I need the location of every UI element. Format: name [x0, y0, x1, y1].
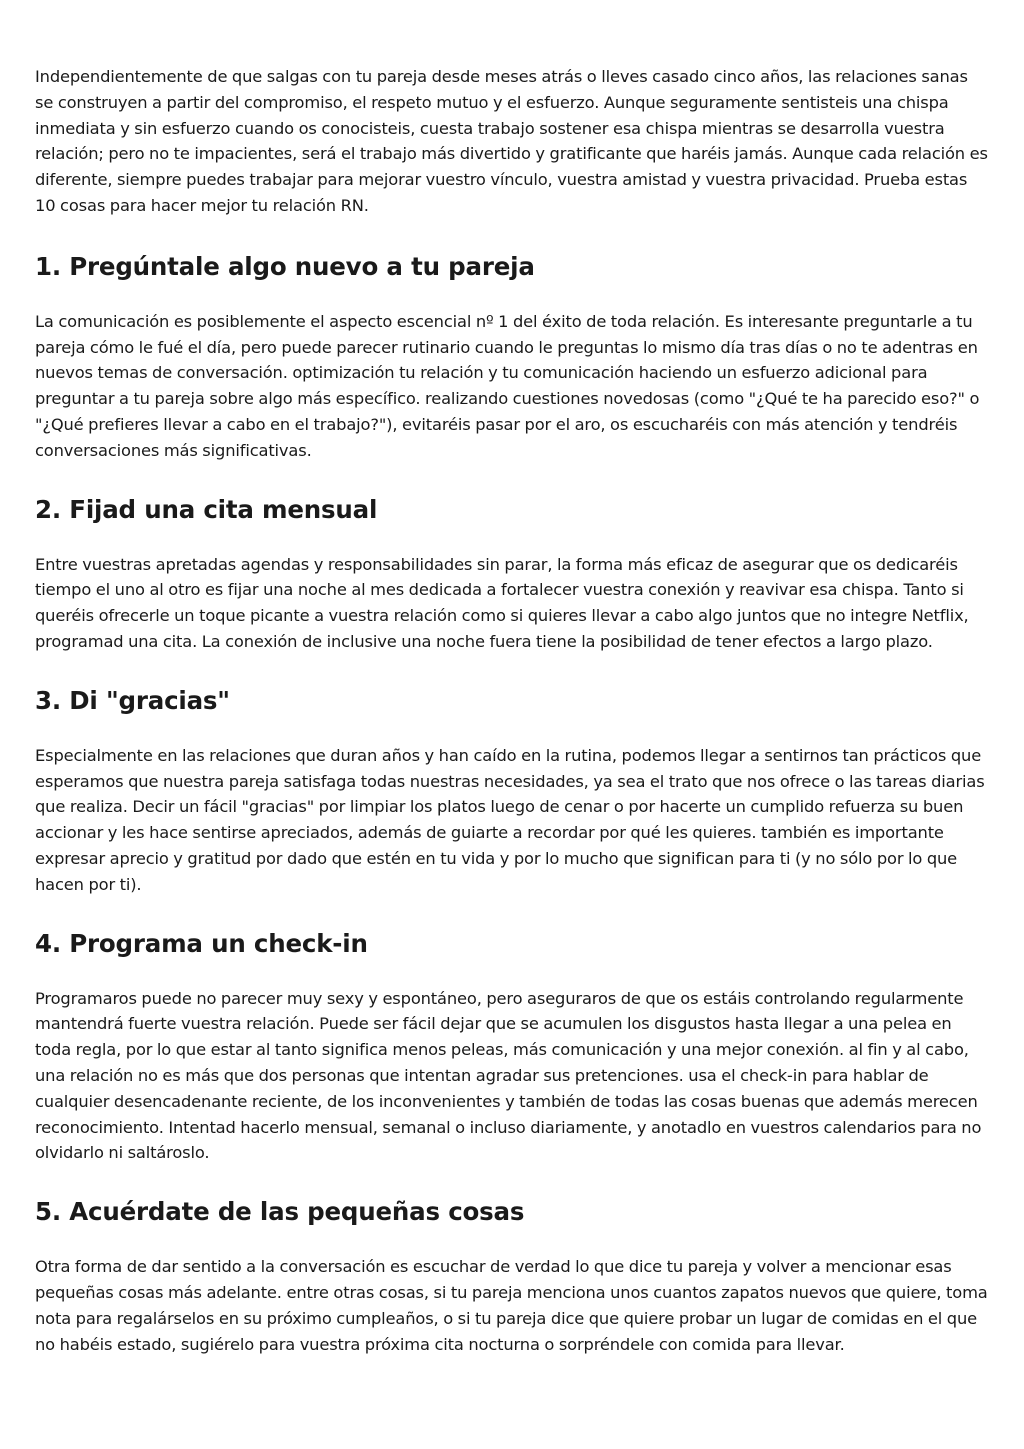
- section-heading: 1. Pregúntale algo nuevo a tu pareja: [35, 251, 535, 281]
- section-body: La comunicación es posiblemente el aspecto escencial nº 1 del éxito de toda relación. Es interesante preguntarle a tu pareja cómo le fué el día, pero puede parecer rutinario cuando le preguntas lo mismo día tras días o no te adentras en nuevos temas de conversación. optimización tu relación y tu comunicación haciendo un esfuerzo adicional para preguntar a tu pareja sobre algo más específico. realizando cuestiones novedosas (como "¿Qué te ha parecido eso?" o "¿Qué prefieres llevar a cabo en el trabajo?"), evitaréis pasar por el aro, os escucharéis con más atención y tendréis conversaciones más significativas.: [35, 311, 980, 460]
- section-heading: 5. Acuérdate de las pequeñas cosas: [35, 1197, 525, 1227]
- section-heading: 2. Fijad una cita mensual: [35, 494, 378, 524]
- section-body: Otra forma de dar sentido a la conversación es escuchar de verdad lo que dice tu pareja y volver a mencionar esas pequeñas cosas más adelante. entre otras cosas, si tu pareja menciona unos cuantos zapatos nuevos que quiere, toma nota para regalárselos en su próximo cumpleaños, o si tu pareja dice que quiere probar un lugar de comidas en el que no habéis estado, sugiérelo para vuestra próxima cita nocturna o sorpréndele con comida para llevar.: [35, 1257, 988, 1354]
- section-body: Programaros puede no parecer muy sexy y espontáneo, pero aseguraros de que os estáis controlando regularmente mantendrá fuerte vuestra relación. Puede ser fácil dejar que se acumulen los disgustos hasta llegar a una pelea en toda regla, por lo que estar al tanto significa menos peleas, más comunicación y una mejor conexión. al fin y al cabo, una relación no es más que dos personas que intentan agradar sus pretenciones. usa el check-in para hablar de cualquier desencadenante reciente, de los inconvenientes y también de todas las cosas buenas que además merecen reconocimiento. Intentad hacerlo mensual, semanal o incluso diariamente, y anotadlo en vuestros calendarios para no olvidarlo ni saltároslo.: [35, 988, 982, 1163]
- section-heading: 4. Programa un check-in: [35, 928, 368, 958]
- intro-paragraph: Independientemente de que salgas con tu pareja desde meses atrás o lleves casado cinco años, las relaciones sanas se construyen a partir del compromiso, el respeto mutuo y el esfuerzo. Aunque seguramente sentisteis una chispa inmediata y sin esfuerzo cuando os conocisteis, cuesta trabajo sostener esa chispa mientras se desarrolla vuestra relación; pero no te impacientes, será el trabajo más divertido y gratificante que haréis jamás. Aunque cada relación es diferente, siempre puedes trabajar para mejorar vuestro vínculo, vuestra amistad y vuestra privacidad. Prueba estas 10 cosas para hacer mejor tu relación RN.: [35, 67, 988, 215]
- section-3: [35, 685, 989, 898]
- section-2: [35, 494, 989, 655]
- section-heading: 3. Di "gracias": [35, 685, 230, 715]
- section-body: Entre vuestras apretadas agendas y responsabilidades sin parar, la forma más eficaz de asegurar que os dedicaréis tiempo el uno al otro es fijar una noche al mes dedicada a fortalecer vuestra conexión y reavivar esa chispa. Tanto si queréis ofrecerle un toque picante a vuestra relación como si quieres llevar a cabo algo juntos que no integre Netflix, programad una cita. La conexión de inclusive una noche fuera tiene la posibilidad de tener efectos a largo plazo.: [35, 554, 969, 651]
- section-body: Especialmente en las relaciones que duran años y han caído en la rutina, podemos llegar a sentirnos tan prácticos que esperamos que nuestra pareja satisfaga todas nuestras necesidades, ya sea el trato que nos ofrece o las tareas diarias que realiza. Decir un fácil "gracias" por limpiar los platos luego de cenar o por hacerte un cumplido refuerza su buen accionar y les hace sentirse apreciados, además de guiarte a recordar por qué les quieres. también es importante expresar aprecio y gratitud por dado que estén en tu vida y por lo mucho que significan para ti (y no sólo por lo que hacen por ti).: [35, 745, 985, 894]
- section-5: [35, 1196, 989, 1357]
- section-4: [35, 928, 989, 1167]
- section-1: [35, 251, 989, 464]
